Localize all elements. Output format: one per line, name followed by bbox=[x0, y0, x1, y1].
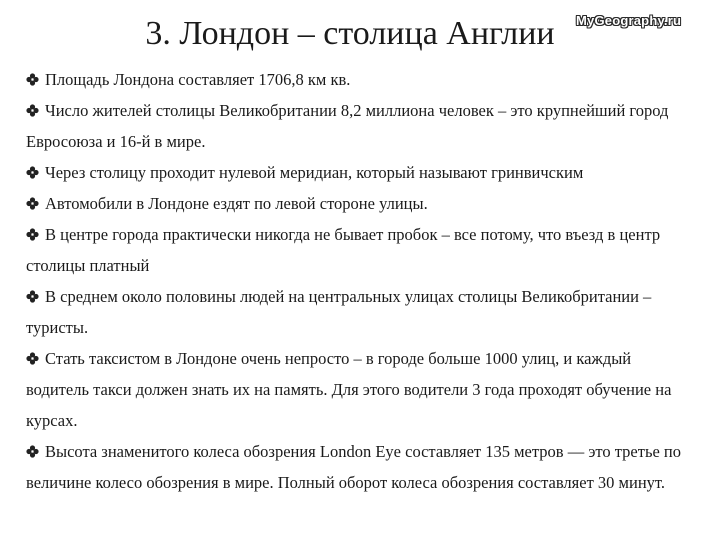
slide-title: 3. Лондон – столица Англии bbox=[145, 15, 555, 52]
diamond-bullet-icon bbox=[26, 445, 39, 458]
diamond-bullet-icon bbox=[26, 73, 39, 86]
diamond-bullet-icon bbox=[26, 228, 39, 241]
bullet-text: Число жителей столицы Великобритании 8,2 миллиона человек – это крупнейший город Евросоюза и 16-й в мире. bbox=[26, 101, 669, 151]
diamond-bullet-icon bbox=[26, 104, 39, 117]
bullet-item bbox=[26, 188, 696, 219]
bullet-text: Высота знаменитого колеса обозрения London Eye составляет 135 метров — это третье по величине колесо обозрения в мире. Полный оборот колеса обозрения составляет 30 минут. bbox=[26, 442, 682, 492]
diamond-bullet-icon bbox=[26, 352, 39, 365]
bullet-item bbox=[26, 281, 696, 343]
diamond-bullet-icon bbox=[26, 197, 39, 210]
bullet-text: В среднем около половины людей на центральных улицах столицы Великобритании – туристы. bbox=[26, 287, 652, 337]
bullet-item bbox=[26, 436, 696, 498]
bullet-text: Автомобили в Лондоне ездят по левой стороне улицы. bbox=[45, 194, 428, 213]
bullet-text: Стать таксистом в Лондоне очень непросто – в городе больше 1000 улиц, и каждый водитель такси должен знать их на память. Для этого водители 3 года проходят обучение на курсах. bbox=[26, 349, 672, 430]
bullet-text: В центре города практически никогда не бывает пробок – все потому, что въезд в центр столицы платный bbox=[26, 225, 661, 275]
bullet-text: Площадь Лондона составляет 1706,8 км кв. bbox=[45, 70, 351, 89]
bullet-item bbox=[26, 157, 696, 188]
bullet-text: Через столицу проходит нулевой меридиан, который называют гринвичским bbox=[45, 163, 584, 182]
diamond-bullet-icon bbox=[26, 290, 39, 303]
bullet-item bbox=[26, 95, 696, 157]
bullet-item bbox=[26, 219, 696, 281]
diamond-bullet-icon bbox=[26, 166, 39, 179]
bullet-item bbox=[26, 343, 696, 436]
bullet-item bbox=[26, 64, 696, 95]
site-logo: MyGeography.ru bbox=[576, 13, 682, 28]
bullet-list bbox=[26, 64, 696, 498]
